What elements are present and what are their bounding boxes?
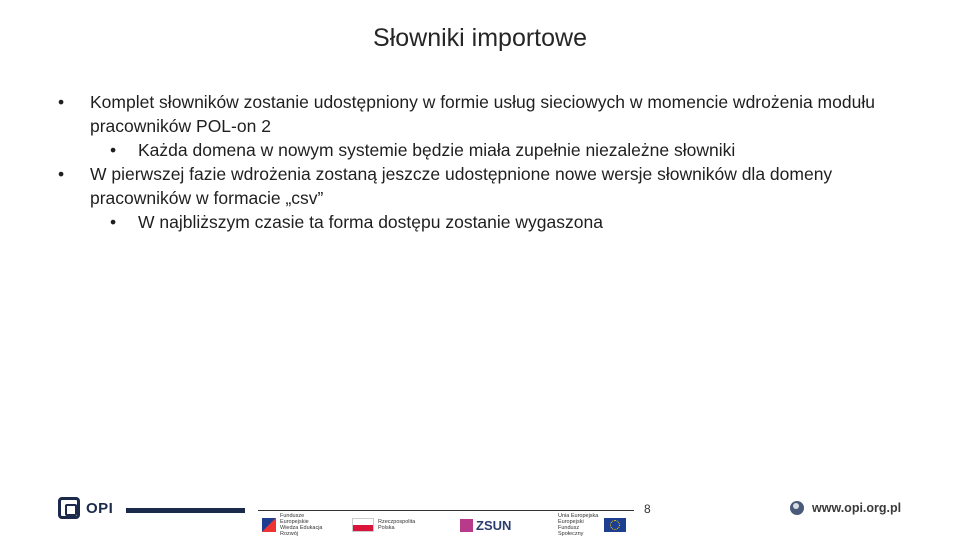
slide-content: [58, 90, 908, 234]
fe-logo-text: Fundusze Europejskie Wiedza Edukacja Rozwój: [280, 513, 323, 537]
footer-divider: [258, 510, 634, 511]
zsun-icon: [460, 519, 473, 532]
zsun-logo: [460, 514, 511, 536]
opi-logo: [58, 497, 113, 519]
eu-flag-icon: [604, 518, 626, 532]
bullet-dot: •: [110, 212, 117, 232]
bullet-1: [58, 90, 908, 138]
website-text[interactable]: www.opi.org.pl: [812, 501, 902, 515]
bullet-2-text: W pierwszej fazie wdrożenia zostaną jeszcze udostępnione nowe wersje słowników dla domeny pracowników w formacie „csv”: [90, 164, 833, 208]
website-link[interactable]: [790, 501, 901, 515]
rzeczpospolita-logo: [352, 514, 422, 536]
zsun-logo-text: ZSUN: [476, 517, 512, 533]
bullet-dot: •: [58, 164, 65, 184]
fe-icon: [262, 518, 276, 532]
bullet-2: [58, 162, 908, 210]
poland-flag-icon: [352, 518, 374, 532]
fundusze-europejskie-logo: [262, 514, 324, 536]
footer-accent-bar: [126, 508, 245, 513]
opi-logo-text: OPI: [86, 499, 114, 517]
sub-bullet-1-text: Każda domena w nowym systemie będzie miała zupełnie niezależne słowniki: [138, 140, 736, 160]
ue-logo-text: Unia Europejska Europejski Fundusz Społeczny: [558, 513, 599, 537]
rp-logo-text: Rzeczpospolita Polska: [378, 519, 416, 531]
bullet-dot: •: [110, 140, 117, 160]
sub-bullet-1: [58, 138, 908, 162]
page-number: 8: [644, 502, 651, 516]
bullet-dot: •: [58, 92, 65, 112]
sub-bullet-2-text: W najbliższym czasie ta forma dostępu zostanie wygaszona: [138, 212, 603, 232]
unia-europejska-logo: [558, 514, 626, 536]
bullet-1-text: Komplet słowników zostanie udostępniony w formie usług sieciowych w momencie wdrożenia modułu pracowników POL-on 2: [90, 92, 875, 136]
globe-icon: [790, 501, 804, 515]
slide-title: Słowniki importowe: [373, 24, 587, 52]
sub-bullet-2: [58, 210, 908, 234]
opi-logo-icon: [58, 497, 80, 519]
